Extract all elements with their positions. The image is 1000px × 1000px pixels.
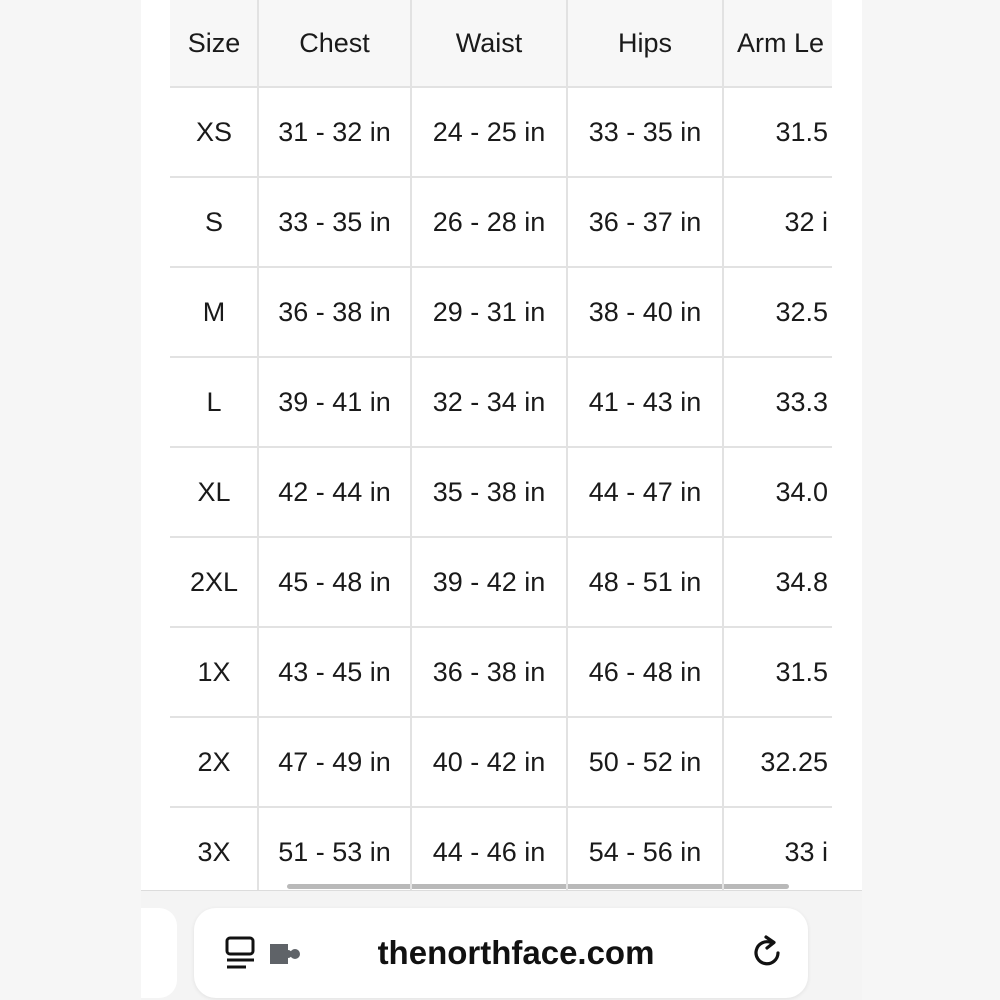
cell-waist: 32 - 34 in [432, 386, 546, 417]
size-chart-scroll-area[interactable] [170, 0, 832, 890]
cell-size: L [206, 386, 222, 417]
cell-size: 3X [197, 836, 231, 867]
column-header-arm-length: Arm Le [723, 0, 832, 86]
table-row [170, 718, 832, 808]
cell-hips: 50 - 52 in [588, 746, 702, 777]
cell-waist: 26 - 28 in [432, 206, 546, 237]
reader-mode-icon[interactable] [224, 936, 260, 970]
cell-chest: 39 - 41 in [278, 386, 391, 417]
previous-tab-edge[interactable] [141, 908, 177, 998]
cell-waist: 36 - 38 in [432, 656, 546, 687]
cell-hips: 44 - 47 in [588, 476, 702, 507]
cell-chest: 51 - 53 in [278, 836, 391, 867]
cell-arm-length: 32.5 [775, 296, 828, 327]
cell-waist: 40 - 42 in [432, 746, 546, 777]
cell-waist: 39 - 42 in [432, 566, 546, 597]
extension-puzzle-icon[interactable] [268, 941, 302, 967]
cell-hips: 54 - 56 in [588, 836, 702, 867]
cell-size: XS [195, 116, 233, 147]
cell-waist: 24 - 25 in [432, 116, 546, 147]
row-divider [170, 176, 832, 178]
cell-chest: 33 - 35 in [278, 206, 391, 237]
column-divider [722, 0, 724, 890]
cell-size: 1X [197, 656, 231, 687]
table-row [170, 178, 832, 268]
cell-hips: 48 - 51 in [588, 566, 702, 597]
cell-arm-length: 31.5 [775, 116, 828, 147]
cell-size: 2XL [189, 566, 239, 597]
browser-viewport [141, 0, 862, 1000]
cell-waist: 29 - 31 in [432, 296, 546, 327]
table-row [170, 808, 832, 890]
cell-chest: 42 - 44 in [278, 476, 391, 507]
row-divider [170, 626, 832, 628]
row-divider [170, 356, 832, 358]
table-row [170, 628, 832, 718]
cell-chest: 36 - 38 in [278, 296, 391, 327]
row-divider [170, 86, 832, 88]
cell-arm-length: 32.25 [760, 746, 828, 777]
cell-waist: 35 - 38 in [432, 476, 546, 507]
cell-arm-length: 33 i [784, 836, 828, 867]
column-divider [410, 0, 412, 890]
cell-chest: 31 - 32 in [278, 116, 391, 147]
address-bar[interactable] [194, 908, 808, 998]
cell-chest: 45 - 48 in [278, 566, 391, 597]
cell-size: S [204, 206, 223, 237]
browser-bottom-bar [141, 890, 862, 1000]
cell-arm-length: 34.0 [775, 476, 828, 507]
cell-hips: 33 - 35 in [588, 116, 702, 147]
table-header-row [170, 0, 832, 88]
row-divider [170, 266, 832, 268]
cell-chest: 43 - 45 in [278, 656, 391, 687]
table-row [170, 538, 832, 628]
cell-hips: 36 - 37 in [588, 206, 702, 237]
table-row [170, 88, 832, 178]
cell-arm-length: 32 i [784, 206, 828, 237]
column-divider [566, 0, 568, 890]
cell-hips: 46 - 48 in [588, 656, 702, 687]
cell-size: XL [197, 476, 231, 507]
cell-arm-length: 31.5 [775, 656, 828, 687]
cell-waist: 44 - 46 in [432, 836, 546, 867]
url-text[interactable]: thenorthface.com [377, 934, 655, 971]
cell-size: M [202, 296, 226, 327]
reload-icon[interactable] [749, 934, 785, 970]
horizontal-scrollbar[interactable] [287, 884, 789, 889]
column-divider [257, 0, 259, 890]
cell-hips: 41 - 43 in [588, 386, 702, 417]
column-header-hips: Hips [567, 0, 723, 86]
column-header-waist: Waist [411, 0, 567, 86]
row-divider [170, 806, 832, 808]
table-row [170, 448, 832, 538]
row-divider [170, 536, 832, 538]
row-divider [170, 716, 832, 718]
cell-arm-length: 34.8 [775, 566, 828, 597]
cell-size: 2X [197, 746, 231, 777]
cell-chest: 47 - 49 in [278, 746, 391, 777]
column-header-chest: Chest [258, 0, 411, 86]
row-divider [170, 446, 832, 448]
cell-hips: 38 - 40 in [588, 296, 702, 327]
column-header-size: Size [170, 0, 258, 86]
table-row [170, 268, 832, 358]
cell-arm-length: 33.3 [775, 386, 828, 417]
table-row [170, 358, 832, 448]
